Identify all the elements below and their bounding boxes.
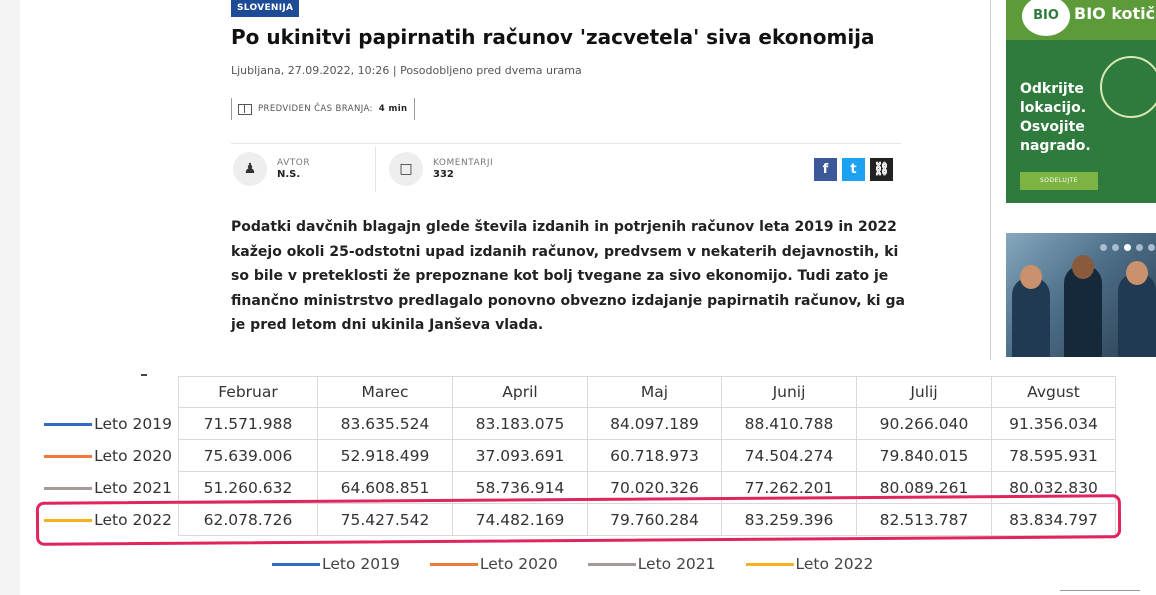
- legend-swatch: [746, 563, 794, 566]
- table-header-row: [40, 377, 1116, 408]
- table-cell: 71.571.988: [179, 408, 318, 440]
- table-cell: 79.840.015: [857, 440, 992, 472]
- table-cell: 80.032.830: [992, 472, 1116, 504]
- meta-separator: [375, 146, 376, 192]
- carousel-dot[interactable]: [1136, 244, 1143, 251]
- facebook-icon[interactable]: f: [814, 158, 837, 181]
- table-cell: 64.608.851: [318, 472, 453, 504]
- row-label-text: Leto 2021: [94, 478, 172, 497]
- read-time-label: PREDVIDEN ČAS BRANJA:: [258, 104, 373, 114]
- table-cell: 75.639.006: [179, 440, 318, 472]
- table-cell: 88.410.788: [722, 408, 857, 440]
- highlight-marker-2022: [36, 494, 1121, 546]
- ad-line: lokacijo.: [1020, 100, 1087, 116]
- bio-logo: BIO: [1022, 0, 1070, 36]
- bio-advert[interactable]: [1006, 0, 1156, 203]
- column-header: Maj: [588, 377, 722, 408]
- table-cell: 83.183.075: [453, 408, 588, 440]
- photo-person-head: [1072, 255, 1094, 279]
- book-icon: [238, 104, 252, 115]
- ad-seal: [1100, 56, 1156, 118]
- table-cell: 83.834.797: [992, 504, 1116, 536]
- row-label: [40, 408, 179, 440]
- table-cell: 52.918.499: [318, 440, 453, 472]
- read-time: [231, 98, 415, 120]
- photo-person-head: [1126, 261, 1148, 285]
- table-cell: 77.262.201: [722, 472, 857, 504]
- table-cell: 51.260.632: [179, 472, 318, 504]
- series-swatch: [44, 487, 92, 490]
- table-cell: 75.427.542: [318, 504, 453, 536]
- scan-line: [1060, 590, 1140, 591]
- author-block[interactable]: [233, 152, 310, 186]
- category-badge[interactable]: SLOVENIJA: [231, 0, 299, 17]
- table-cell: 83.259.396: [722, 504, 857, 536]
- article-meta: Ljubljana, 27.09.2022, 10:26 | Posodobljeno pred dvema urama: [231, 64, 582, 77]
- table-cell: 37.093.691: [453, 440, 588, 472]
- legend-item: [430, 555, 558, 573]
- row-label-text: Leto 2019: [94, 414, 172, 433]
- carousel-dot-active[interactable]: [1124, 244, 1131, 251]
- legend-label: Leto 2020: [479, 555, 558, 573]
- legend-item: [746, 555, 874, 573]
- scan-edge: [0, 0, 20, 595]
- table-cell: 70.020.326: [588, 472, 722, 504]
- ad-copy: [1020, 80, 1091, 156]
- row-label-text: Leto 2022: [94, 510, 172, 529]
- link-icon[interactable]: ⛓: [870, 158, 893, 181]
- comments-label: KOMENTARJI: [433, 158, 494, 168]
- column-header: Julij: [857, 377, 992, 408]
- read-time-value: 4 min: [378, 104, 408, 114]
- ad-cta-button[interactable]: SODELUJTE: [1020, 172, 1098, 190]
- chart-legend: [272, 555, 873, 573]
- comment-icon: □: [389, 152, 423, 186]
- series-swatch: [44, 455, 92, 458]
- column-divider: [990, 0, 991, 360]
- table-cell: 60.718.973: [588, 440, 722, 472]
- table-row: [40, 408, 1116, 440]
- user-icon: ♟: [233, 152, 267, 186]
- table-cell: 79.760.284: [588, 504, 722, 536]
- photo-person: [1012, 277, 1050, 357]
- table-cell: 82.513.787: [857, 504, 992, 536]
- table-cell: 62.078.726: [179, 504, 318, 536]
- series-swatch: [44, 423, 92, 426]
- ad-line: Osvojite: [1020, 119, 1085, 135]
- column-header: Avgust: [992, 377, 1116, 408]
- header-blank: [40, 377, 179, 408]
- ad-title: BIO kotič: [1074, 4, 1156, 23]
- twitter-icon[interactable]: t: [842, 158, 865, 181]
- table-cell: 74.482.169: [453, 504, 588, 536]
- column-header: Marec: [318, 377, 453, 408]
- table-cell: 80.089.261: [857, 472, 992, 504]
- legend-label: Leto 2019: [322, 555, 400, 573]
- column-header: Junij: [722, 377, 857, 408]
- photo-person-head: [1020, 265, 1042, 289]
- legend-label: Leto 2022: [795, 555, 874, 573]
- column-header: April: [453, 377, 588, 408]
- column-header: Februar: [179, 377, 318, 408]
- legend-swatch: [272, 563, 320, 566]
- carousel-dot[interactable]: [1112, 244, 1119, 251]
- table-cell: 74.504.274: [722, 440, 857, 472]
- table-cell: 78.595.931: [992, 440, 1116, 472]
- legend-item: [272, 555, 400, 573]
- table-cell: 58.736.914: [453, 472, 588, 504]
- table-cell: 84.097.189: [588, 408, 722, 440]
- table-cell: 91.356.034: [992, 408, 1116, 440]
- row-label-text: Leto 2020: [94, 446, 172, 465]
- article-lead: Podatki davčnih blagajn glede števila izdanih in potrjenih računov leta 2019 in 2022 kažejo okoli 25-odstotni upad izdanih računov, predvsem v nekaterih dejavnostih, ki so bile v preteklosti že prepoznane kot bolj tvegane za sivo ekonomijo. Tudi zato je finančno ministrstvo predlagalo ponovno obvezno izdajanje papirnatih računov, ki ga je pred letom dni ukinila Janševa vlada.: [231, 219, 905, 333]
- author-label: AVTOR: [277, 158, 311, 168]
- row-label: [40, 440, 179, 472]
- legend-item: [588, 555, 716, 573]
- photo-person: [1118, 273, 1156, 357]
- carousel-dot[interactable]: [1148, 244, 1155, 251]
- divider: [231, 143, 901, 144]
- table-cell: 83.635.524: [318, 408, 453, 440]
- comments-block[interactable]: [389, 152, 493, 186]
- carousel-dot[interactable]: [1100, 244, 1107, 251]
- article-title: Po ukinitvi papirnatih računov 'zacvetela' siva ekonomija: [231, 25, 875, 49]
- table-cell: 90.266.040: [857, 408, 992, 440]
- table-row: [40, 440, 1116, 472]
- ad-line: Odkrijte: [1020, 81, 1084, 97]
- legend-swatch: [430, 563, 478, 566]
- ad-line: nagrado.: [1020, 138, 1091, 154]
- author-name[interactable]: N.S.: [277, 169, 301, 180]
- legend-label: Leto 2021: [637, 555, 716, 573]
- image-carousel[interactable]: [1006, 233, 1156, 357]
- comments-count[interactable]: 332: [433, 169, 454, 180]
- legend-swatch: [588, 563, 636, 566]
- row-label: [40, 472, 179, 504]
